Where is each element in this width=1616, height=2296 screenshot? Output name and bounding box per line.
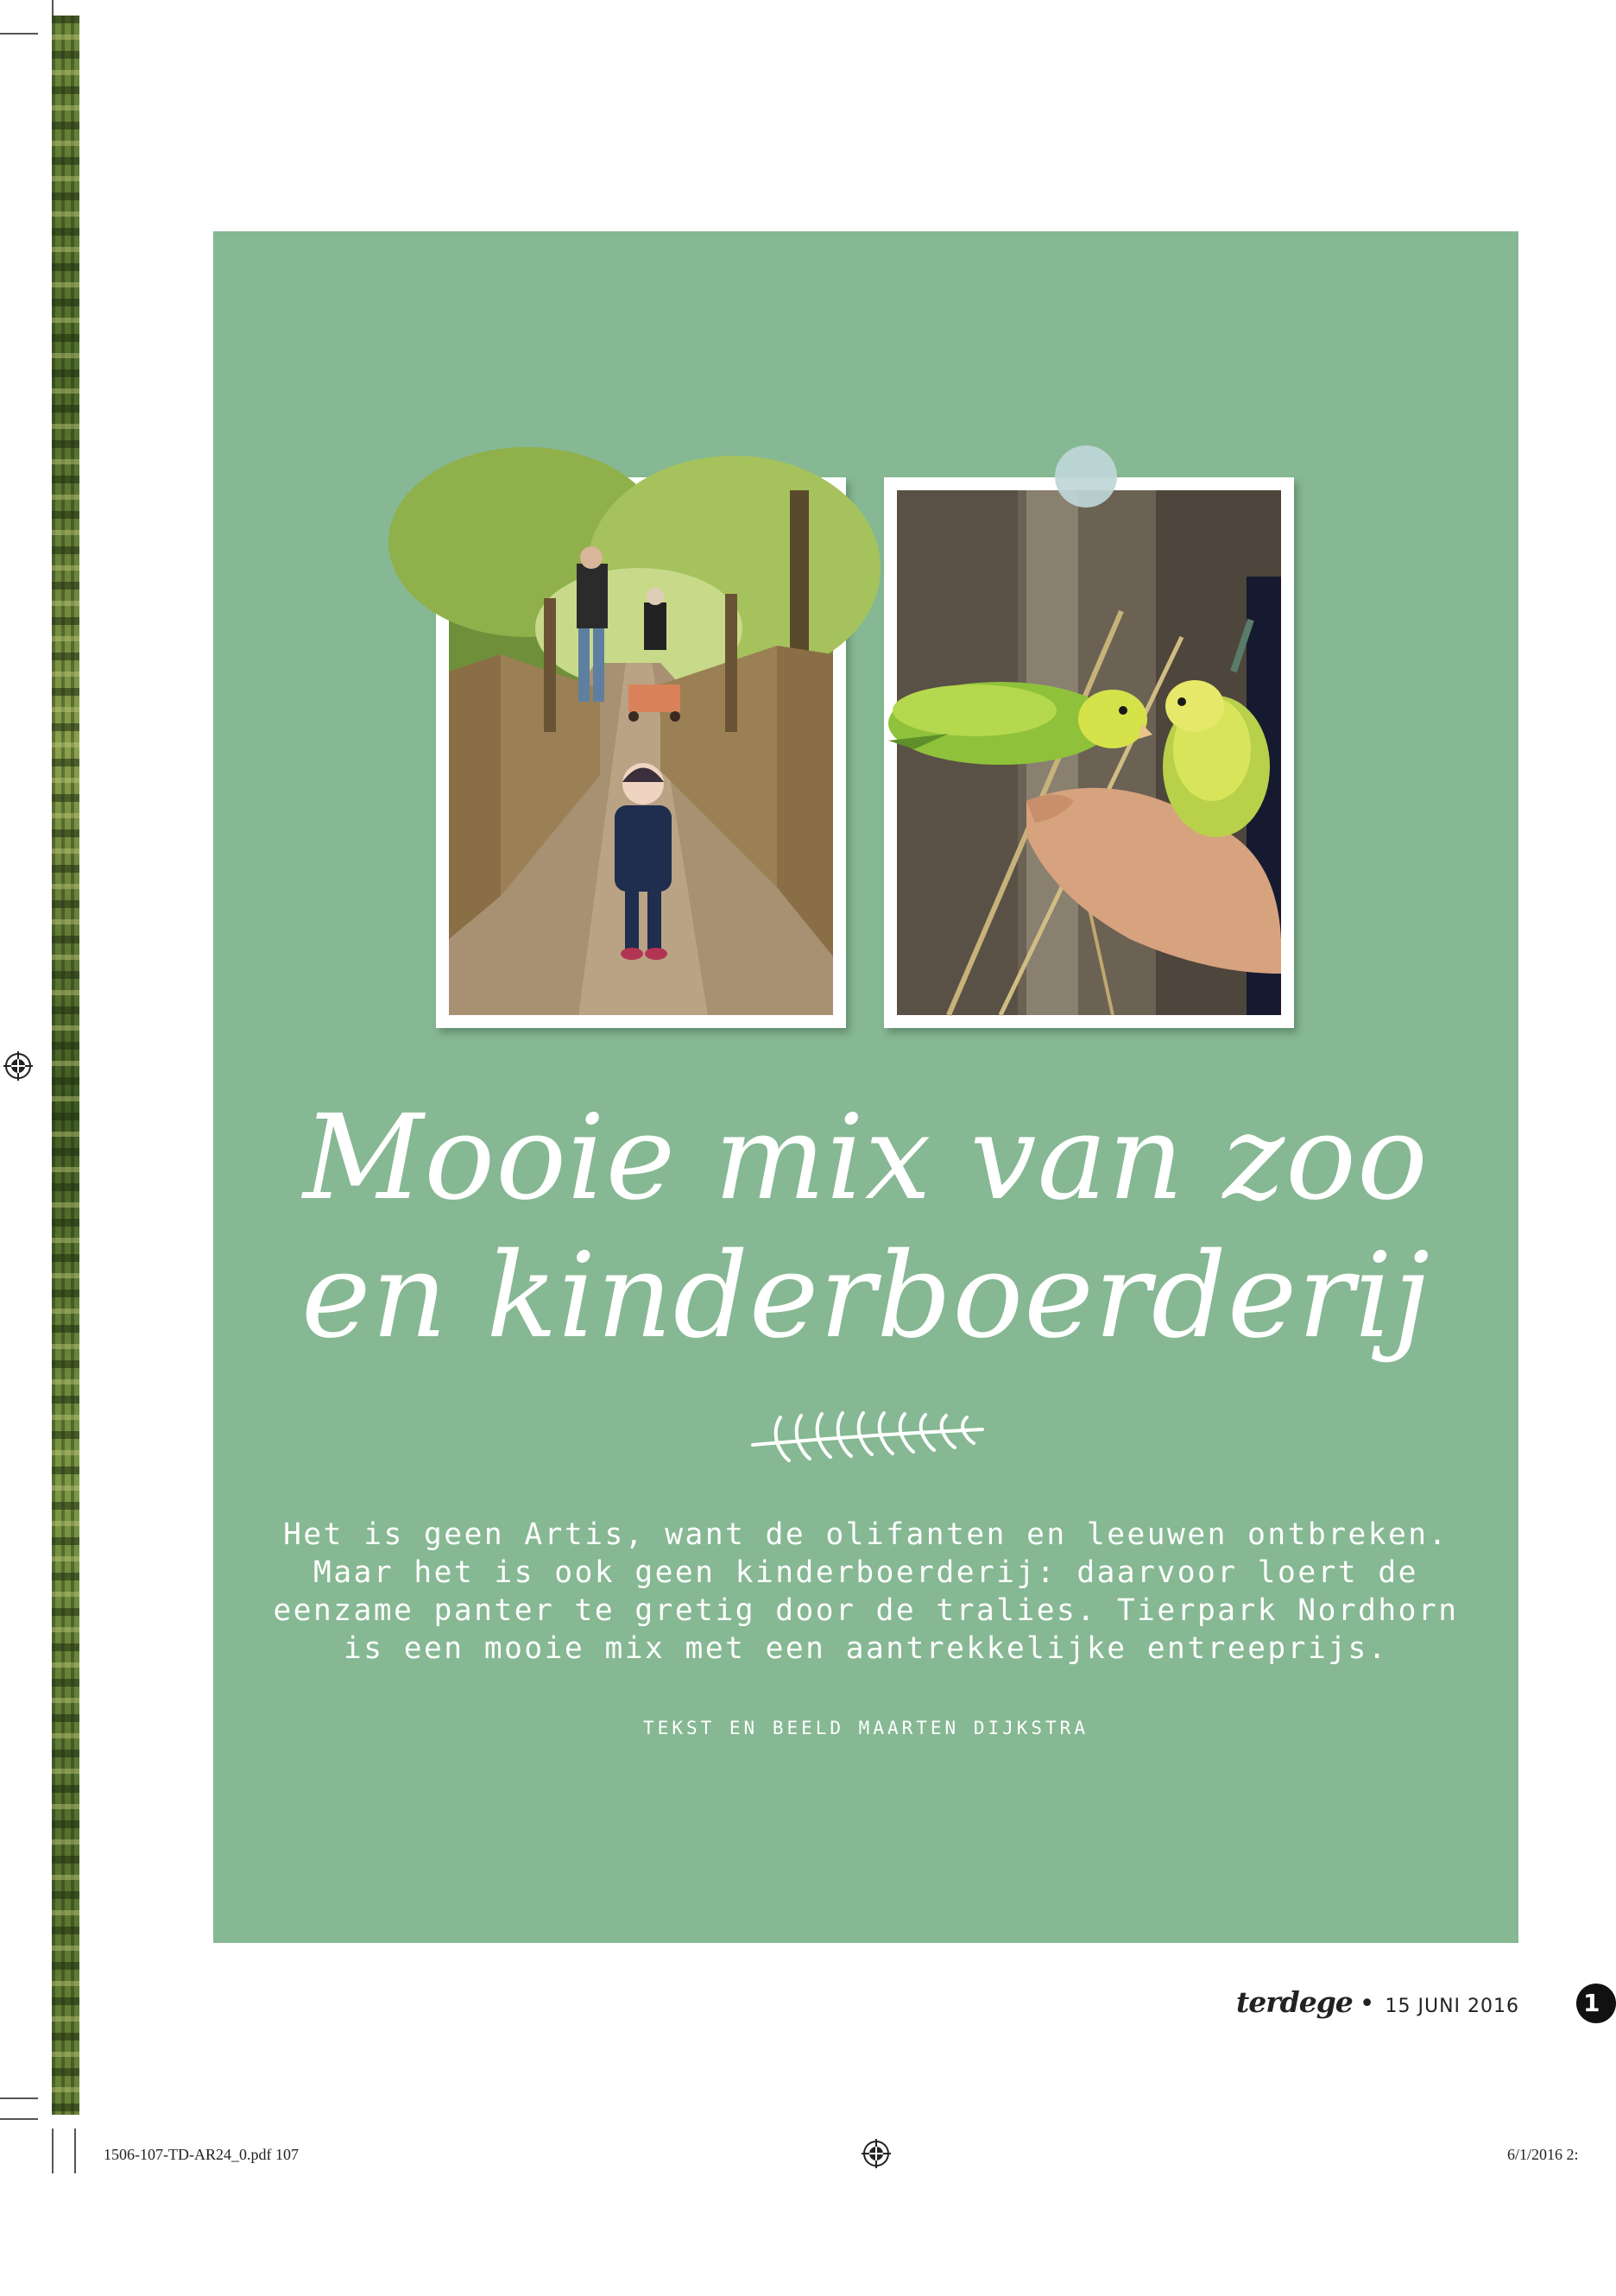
issue-date: 15 JUNI 2016 (1385, 1996, 1519, 2017)
crop-mark (74, 2129, 76, 2173)
previous-page-foliage-strip (52, 16, 79, 2115)
crop-mark (0, 33, 38, 35)
crop-mark (0, 2118, 38, 2120)
footer-separator: • (1359, 1989, 1375, 2019)
intro-line-2: Maar het is ook geen kinderboerderij: daarvoor loert de (313, 1555, 1418, 1590)
article-credit: TEKST EN BEELD MAARTEN DIJKSTRA (643, 1718, 1089, 1738)
print-slug-timestamp: 6/1/2016 2: (1507, 2146, 1579, 2163)
print-slug-filename: 1506-107-TD-AR24_0.pdf 107 (104, 2146, 299, 2163)
photo-budgies-on-hand (897, 490, 1281, 1015)
intro-line-1: Het is geen Artis, want de olifanten en leeuwen ontbreken. (283, 1517, 1449, 1552)
crop-mark (52, 2129, 54, 2173)
leaf-sprig-icon (748, 1410, 988, 1464)
headline-line-1: Mooie mix van zoo (303, 1090, 1429, 1227)
photo-child-on-bridge (449, 490, 833, 1015)
crop-mark (0, 2097, 38, 2099)
headline-line-2: en kinderboerderij (300, 1228, 1430, 1365)
article-panel (213, 231, 1518, 1943)
page-footer (1236, 1985, 1519, 2019)
registration-mark-icon (3, 1051, 33, 1081)
intro-line-3: eenzame panter te gretig door de tralies. Tierpark Nordhorn (273, 1593, 1459, 1628)
article-headline (213, 1089, 1518, 1366)
photo-frame-bridge (436, 477, 846, 1028)
photo-pin (1055, 445, 1117, 508)
page-number-badge: 1 (1576, 1984, 1616, 2023)
photo-frame-budgies (884, 477, 1294, 1028)
intro-line-4: is een mooie mix met een aantrekkelijke entreeprijs. (343, 1631, 1389, 1666)
article-intro (259, 1516, 1473, 1668)
magazine-brand: terdege (1236, 1985, 1353, 2019)
registration-mark-icon (862, 2139, 891, 2168)
crop-mark (52, 0, 54, 16)
